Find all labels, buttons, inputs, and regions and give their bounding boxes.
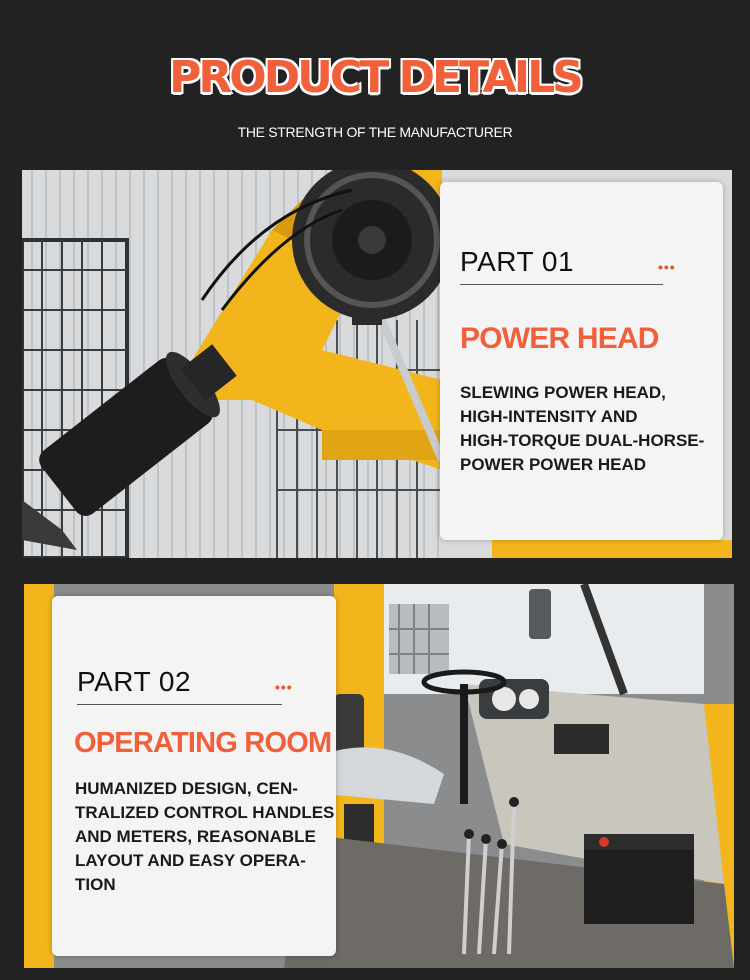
- part-02-card: [52, 596, 336, 956]
- part-02-dots: •••: [275, 679, 293, 695]
- page-title: PRODUCT DETAILS: [169, 52, 581, 103]
- page-subtitle: THE STRENGTH OF THE MANUFACTURER: [237, 124, 513, 140]
- part-02-label: PART 02: [77, 666, 192, 697]
- part-01-title: POWER HEAD: [460, 322, 659, 355]
- part-02-divider: [77, 704, 282, 705]
- description-line: TION: [75, 875, 116, 894]
- part-01-divider: [460, 284, 663, 285]
- part-01-card: [440, 182, 723, 540]
- description-line: HUMANIZED DESIGN, CEN-: [75, 779, 298, 798]
- part-01-description: [460, 381, 704, 477]
- description-line: POWER POWER HEAD: [460, 455, 647, 474]
- description-line: TRALIZED CONTROL HANDLES: [75, 803, 335, 822]
- description-line: SLEWING POWER HEAD,: [460, 383, 666, 402]
- description-line: HIGH-INTENSITY AND: [460, 407, 638, 426]
- description-line: AND METERS, REASONABLE: [75, 827, 316, 846]
- description-line: HIGH-TORQUE DUAL-HORSE-: [460, 431, 705, 450]
- part-02-description: [75, 777, 334, 897]
- description-line: LAYOUT AND EASY OPERA-: [75, 851, 306, 870]
- part-01-dots: •••: [658, 259, 676, 275]
- part-01-label: PART 01: [460, 246, 575, 277]
- part-02-title: OPERATING ROOM: [74, 727, 332, 759]
